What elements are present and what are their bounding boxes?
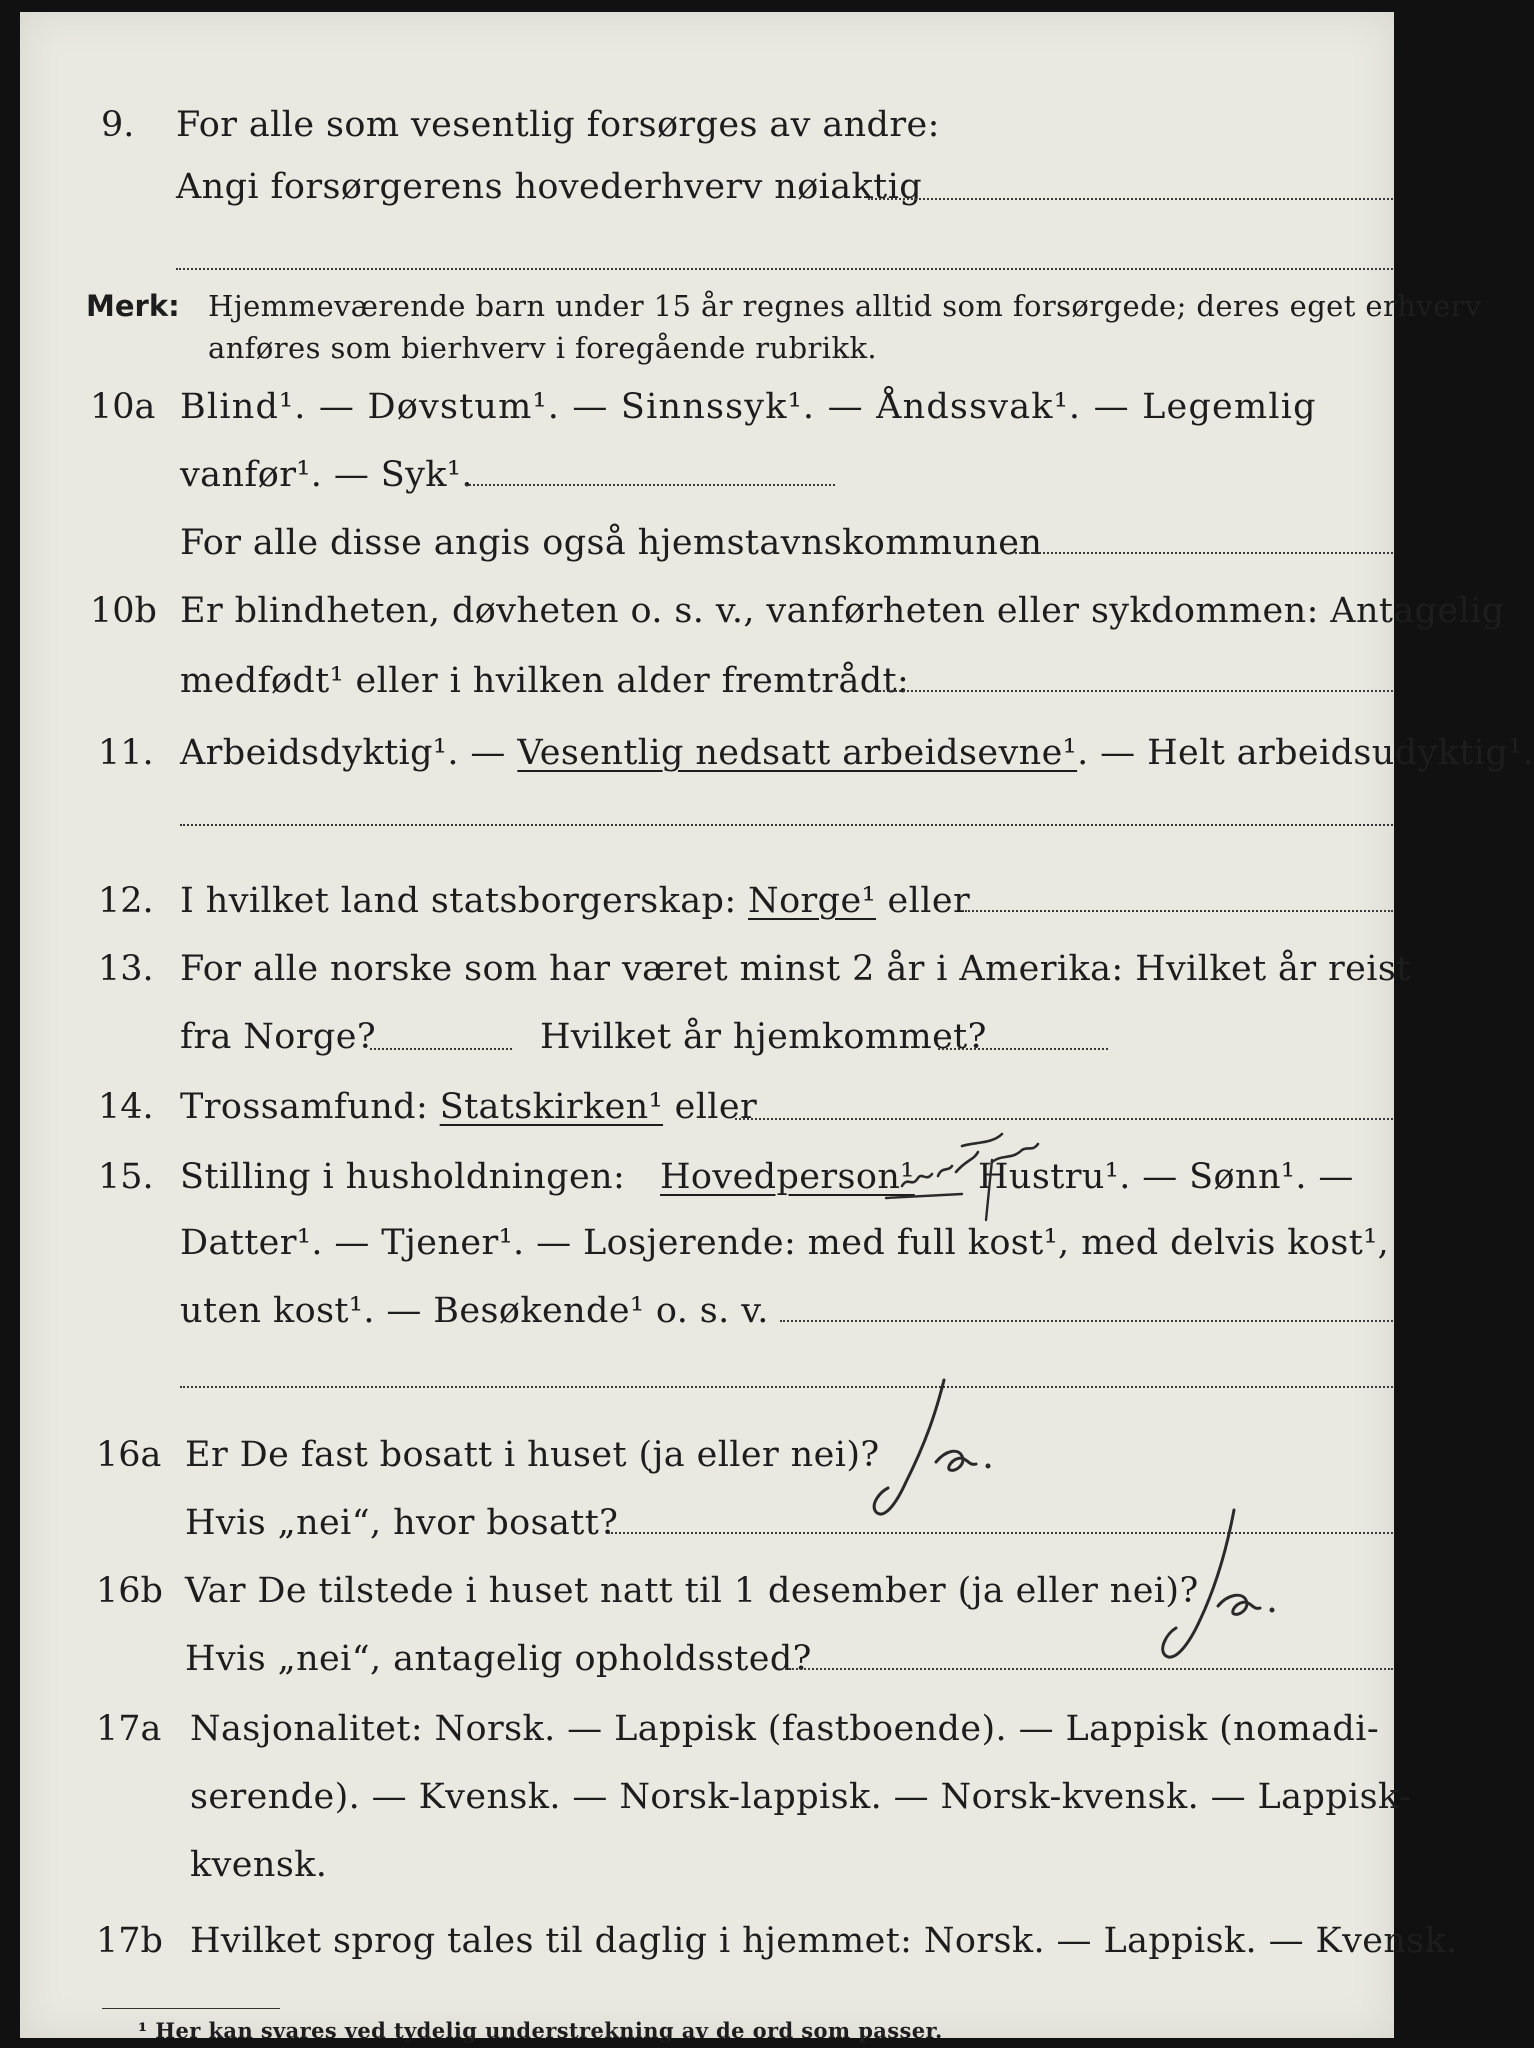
item-number-16b: 16b — [96, 1571, 163, 1611]
q10b-line1: Er blindheten, døvheten o. s. v., vanførheten eller sykdommen: Antagelig — [180, 591, 1505, 631]
q13-line2a: fra Norge? — [180, 1017, 376, 1057]
item-number-17b: 17b — [96, 1921, 163, 1961]
q10b-line2: medfødt¹ eller i hvilken alder fremtrådt: — [180, 661, 910, 701]
merk-line1: Hjemmeværende barn under 15 år regnes alltid som forsørgede; deres eget erhverv — [208, 289, 1482, 323]
q10a-line1: Blind¹. — Døvstum¹. — Sinnssyk¹. — Åndssvak¹. — Legemlig — [180, 387, 1317, 427]
q9-answer-line-2 — [176, 268, 1393, 270]
handwritten-answer-16b — [1152, 1502, 1302, 1672]
q16a-line1: Er De fast bosatt i huset (ja eller nei)? — [185, 1435, 880, 1475]
item-number-16a: 16a — [96, 1435, 162, 1475]
footnote-rule — [102, 2008, 280, 2009]
q10a-hjemstavn-line — [1010, 552, 1393, 554]
item-number-10a: 10a — [90, 387, 156, 427]
q16b-line1: Var De tilstede i huset natt til 1 desember (ja eller nei)? — [185, 1571, 1199, 1611]
item-number-14: 14. — [98, 1087, 154, 1127]
q10a-line2: vanfør¹. — Syk¹. — [180, 455, 473, 495]
q10a-line3: For alle disse angis også hjemstavnskommunen — [180, 523, 1043, 563]
q14-line: Trossamfund: Statskirken¹ eller — [180, 1087, 758, 1127]
q11-answer-line — [180, 824, 1393, 826]
handwritten-answer-16a-text: Ja. — [950, 1474, 952, 1475]
q9-answer-line — [868, 198, 1393, 200]
q15-line3: uten kost¹. — Besøkende¹ o. s. v. — [180, 1291, 769, 1331]
q11-underlined-answer: Vesentlig nedsatt arbeidsevne¹ — [517, 733, 1078, 773]
item-number-13: 13. — [98, 949, 154, 989]
handwritten-answer-16b-text: Ja. — [1236, 1618, 1238, 1619]
q9-line1: For alle som vesentlig forsørges av andre: — [176, 105, 940, 145]
q12-underlined-answer: Norge¹ — [748, 881, 877, 921]
q12-line: I hvilket land statsborgerskap: Norge¹ eller — [180, 881, 971, 921]
q10a-answer-line — [465, 484, 835, 486]
q17a-line2: serende). — Kvensk. — Norsk-lappisk. — Norsk-kvensk. — Lappisk- — [190, 1777, 1412, 1817]
handwritten-note-15 — [882, 1116, 1082, 1226]
item-number-9: 9. — [101, 105, 135, 145]
q17a-line1: Nasjonalitet: Norsk. — Lappisk (fastboende). — Lappisk (nomadi- — [190, 1709, 1380, 1749]
q14-underlined-answer: Statskirken¹ — [439, 1087, 664, 1127]
q15-line2: Datter¹. — Tjener¹. — Losjerende: med full kost¹, med delvis kost¹, — [180, 1223, 1390, 1263]
q15-line1c: Hustru¹. — Sønn¹. — — [978, 1157, 1354, 1197]
handwritten-answer-16a — [866, 1372, 1026, 1532]
q12-answer-line — [965, 910, 1393, 912]
q13-line2b: Hvilket år hjemkommet? — [540, 1017, 987, 1057]
item-number-15: 15. — [98, 1157, 154, 1197]
q10b-answer-line — [875, 690, 1393, 692]
census-form-page — [20, 12, 1534, 2043]
q13-hjemkommet-line — [938, 1048, 1108, 1050]
q16b-line2: Hvis „nei“, antagelig opholdssted? — [185, 1639, 812, 1679]
q15-answer-line-2 — [180, 1386, 1393, 1388]
q15-underlined-answer: Hovedperson¹ — [660, 1157, 915, 1197]
footnote: ¹ Her kan svares ved tydelig understrekning av de ord som passer. — [138, 2018, 943, 2043]
merk-label: Merk: — [86, 289, 180, 323]
q16a-line2: Hvis „nei“, hvor bosatt? — [185, 1503, 619, 1543]
q11-line: Arbeidsdyktig¹. — Vesentlig nedsatt arbeidsevne¹. — Helt arbeidsudyktig¹. — [180, 733, 1534, 773]
merk-line2: anføres som bierhverv i foregående rubrikk. — [208, 331, 878, 365]
item-number-17a: 17a — [96, 1709, 162, 1749]
item-number-11: 11. — [98, 733, 154, 773]
q17a-line3: kvensk. — [190, 1845, 328, 1885]
q13-reist-line — [370, 1048, 512, 1050]
handwritten-note-15-text: uts for — [942, 1176, 946, 1177]
q15-line1a: Stilling i husholdningen: — [180, 1157, 626, 1197]
item-number-12: 12. — [98, 881, 154, 921]
q13-line1: For alle norske som har været minst 2 år i Amerika: Hvilket år reist — [180, 949, 1411, 989]
item-number-10b: 10b — [90, 591, 157, 631]
q9-line2: Angi forsørgerens hovederhverv nøiaktig — [176, 167, 923, 207]
q15-answer-line — [780, 1320, 1393, 1322]
q17b-line1: Hvilket sprog tales til daglig i hjemmet: Norsk. — Lappisk. — Kvensk. — [190, 1921, 1458, 1961]
